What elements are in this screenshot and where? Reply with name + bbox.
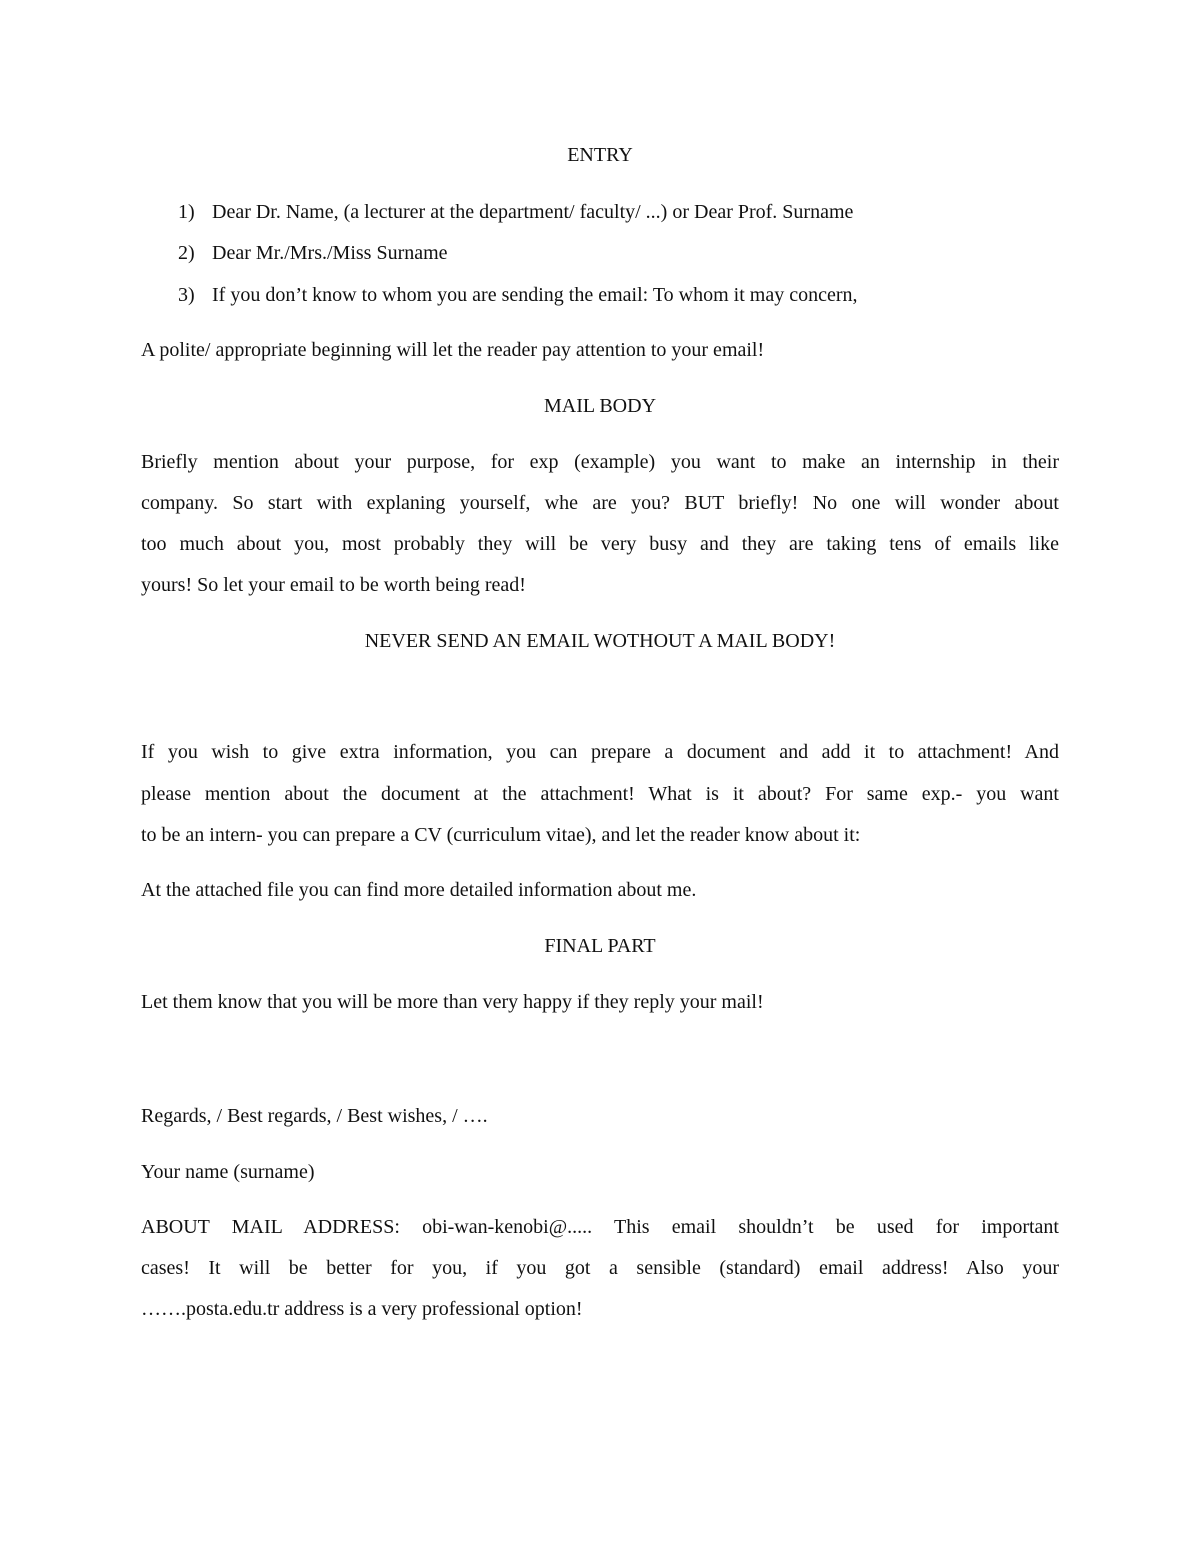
list-item-text: Dear Dr. Name, (a lecturer at the department/ faculty/ ...) or Dear Prof. Surname bbox=[212, 201, 854, 223]
list-item-number: 2) bbox=[178, 242, 195, 264]
heading-never-send: NEVER SEND AN EMAIL WOTHOUT A MAIL BODY! bbox=[364, 630, 836, 652]
mail-address-line: cases! It will be better for you, if you got a sensible (standard) email address! Also your bbox=[141, 1257, 1059, 1279]
mail-body-line: yours! So let your email to be worth being read! bbox=[141, 574, 526, 596]
list-item-text: If you don’t know to whom you are sending the email: To whom it may concern, bbox=[212, 284, 858, 306]
heading-final-part: FINAL PART bbox=[544, 935, 656, 957]
entry-note: A polite/ appropriate beginning will let the reader pay attention to your email! bbox=[141, 339, 765, 361]
regards-line: Regards, / Best regards, / Best wishes, / …. bbox=[141, 1105, 488, 1127]
attached-file-line: At the attached file you can find more detailed information about me. bbox=[141, 879, 697, 901]
list-item-text: Dear Mr./Mrs./Miss Surname bbox=[212, 242, 448, 264]
extra-info-line: please mention about the document at the attachment! What is it about? For same exp.- you want bbox=[141, 783, 1059, 805]
mail-body-line: company. So start with explaning yourself, whe are you? BUT briefly! No one will wonder about bbox=[141, 492, 1059, 514]
heading-entry: ENTRY bbox=[567, 144, 633, 166]
mail-body-line: Briefly mention about your purpose, for exp (example) you want to make an internship in their bbox=[141, 451, 1059, 473]
heading-mail-body: MAIL BODY bbox=[543, 395, 657, 417]
extra-info-line: to be an intern- you can prepare a CV (curriculum vitae), and let the reader know about it: bbox=[141, 824, 861, 846]
list-item-number: 1) bbox=[178, 201, 195, 223]
mail-body-line: too much about you, most probably they will be very busy and they are taking tens of emails like bbox=[141, 533, 1059, 555]
mail-address-line: ABOUT MAIL ADDRESS: obi-wan-kenobi@..... This email shouldn’t be used for important bbox=[141, 1216, 1059, 1238]
mail-address-line: …….posta.edu.tr address is a very professional option! bbox=[141, 1298, 583, 1320]
extra-info-line: If you wish to give extra information, you can prepare a document and add it to attachment! And bbox=[141, 741, 1059, 763]
list-item-number: 3) bbox=[178, 284, 195, 306]
your-name-line: Your name (surname) bbox=[141, 1161, 315, 1183]
final-part-text: Let them know that you will be more than very happy if they reply your mail! bbox=[141, 991, 764, 1013]
